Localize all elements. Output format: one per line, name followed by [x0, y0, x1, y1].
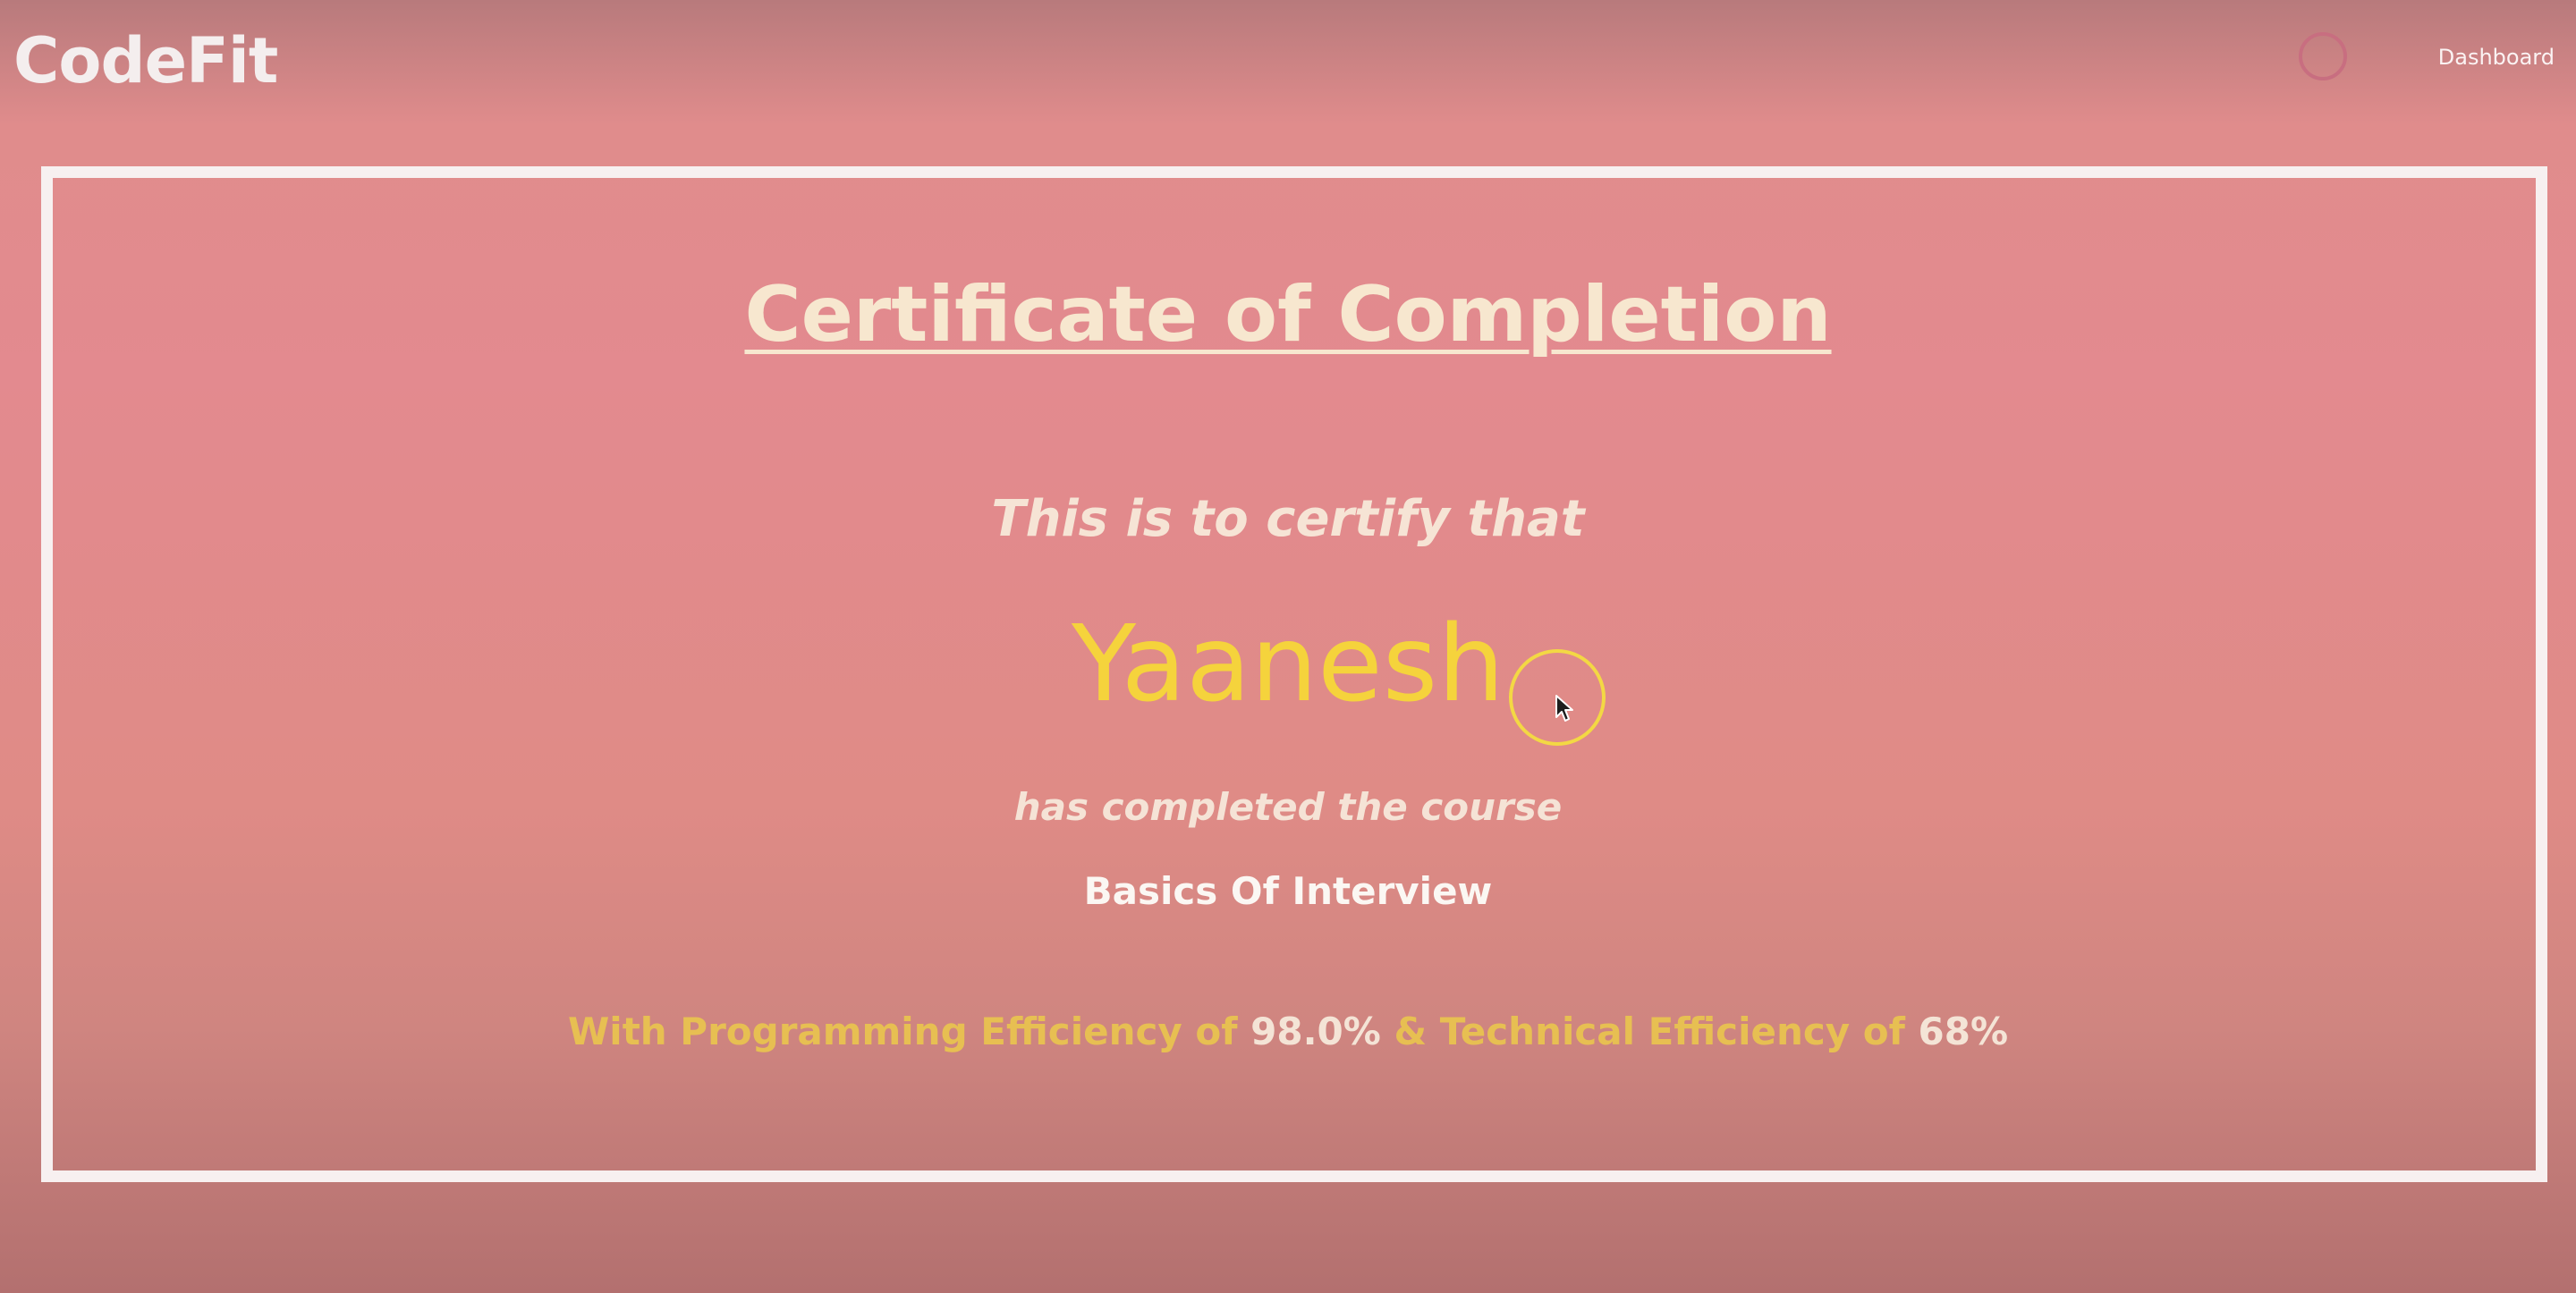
programming-efficiency-value: 98.0% [1250, 1010, 1381, 1053]
mouse-pointer-icon [1555, 694, 1574, 723]
dashboard-link[interactable]: Dashboard [2437, 45, 2555, 70]
certify-text: This is to certify that [991, 490, 1585, 548]
brand-logo[interactable]: CodeFit [13, 24, 278, 97]
recipient-name: Yaanesh [1071, 602, 1505, 725]
certificate-title: Certificate of Completion [744, 270, 1832, 359]
efficiency-middle: & Technical Efficiency of [1394, 1010, 1905, 1053]
profile-avatar-icon[interactable] [2299, 32, 2347, 80]
completed-course-text: has completed the course [1013, 785, 1563, 829]
efficiency-prefix: With Programming Efficiency of [567, 1010, 1238, 1053]
course-name: Basics Of Interview [1083, 869, 1493, 913]
top-navbar [0, 0, 2576, 125]
technical-efficiency-value: 68% [1918, 1010, 2009, 1053]
efficiency-line [0, 1007, 2576, 1057]
